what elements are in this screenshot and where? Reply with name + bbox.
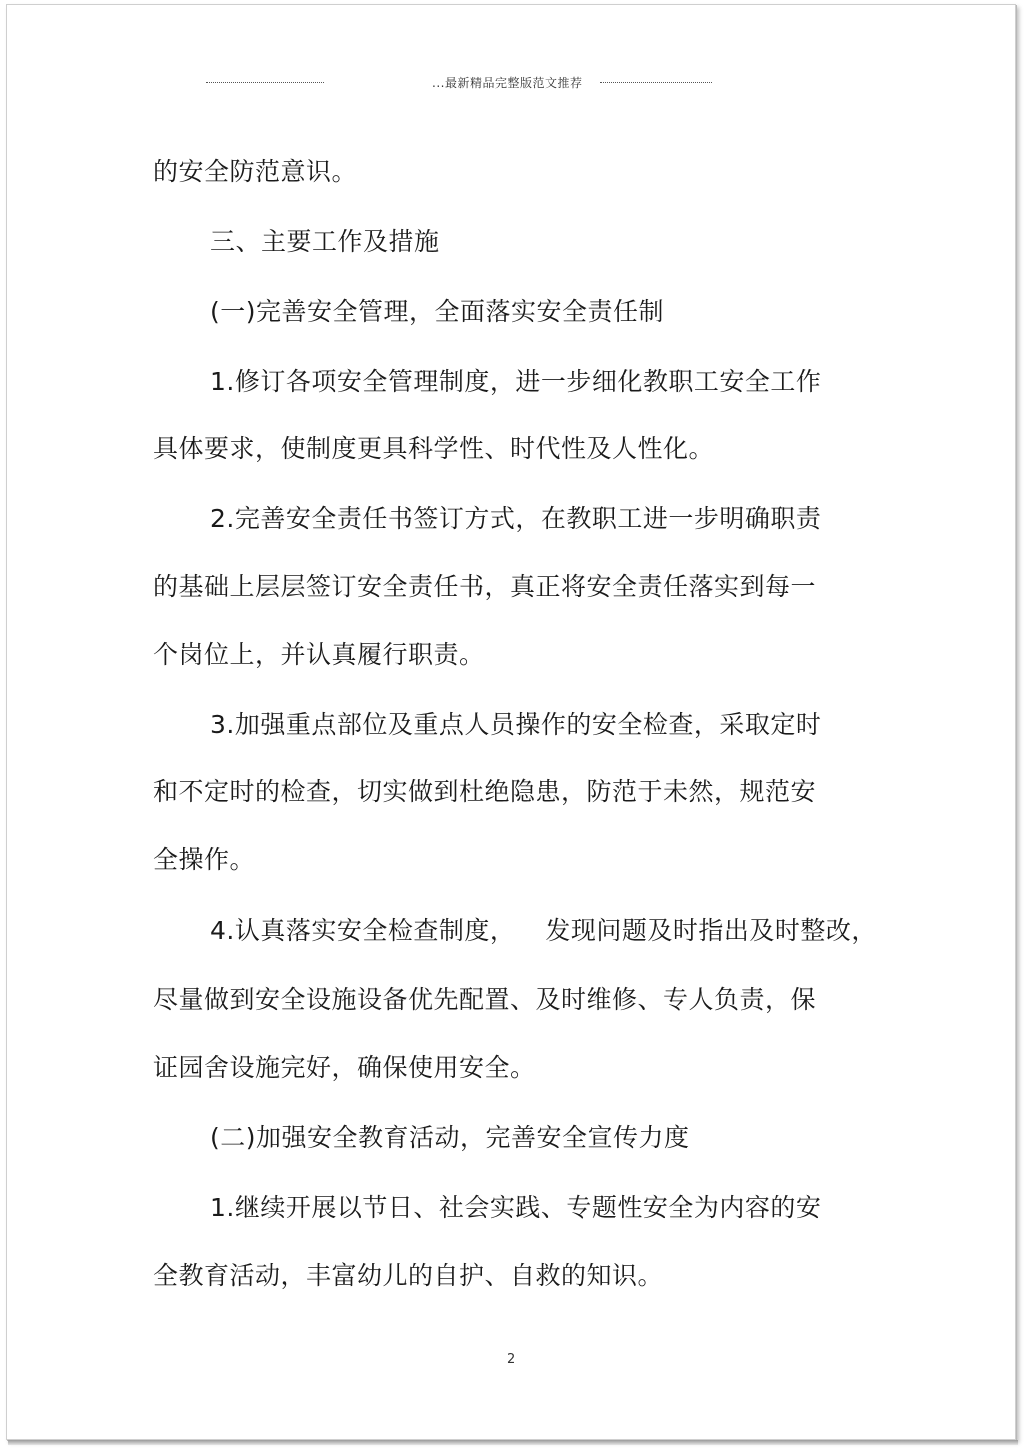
subsection-heading: (一)完善安全管理，全面落实安全责任制 bbox=[210, 297, 665, 326]
page-shadow bbox=[8, 1440, 1018, 1445]
body-line: 的安全防范意识。 bbox=[153, 157, 358, 186]
body-line: 全教育活动，丰富幼儿的自护、自救的知识。 bbox=[153, 1261, 664, 1290]
body-line: 1.修订各项安全管理制度，进一步细化教职工安全工作 bbox=[210, 367, 822, 396]
body-line: 证园舍设施完好，确保使用安全。 bbox=[153, 1053, 536, 1082]
body-line: 个岗位上，并认真履行职责。 bbox=[153, 640, 485, 669]
header-dotted-rule-right bbox=[600, 82, 712, 83]
section-heading: 三、主要工作及措施 bbox=[210, 227, 440, 256]
body-line: 1.继续开展以节日、社会实践、专题性安全为内容的安 bbox=[210, 1193, 822, 1222]
body-line: 和不定时的检查，切实做到杜绝隐患，防范于未然，规范安 bbox=[153, 777, 817, 806]
subsection-heading: (二)加强安全教育活动，完善安全宣传力度 bbox=[210, 1123, 690, 1152]
body-line: 全操作。 bbox=[153, 845, 256, 874]
page-header bbox=[206, 72, 712, 92]
body-line: 2.完善安全责任书签订方式，在教职工进一步明确职责 bbox=[210, 504, 822, 533]
header-dotted-rule-left bbox=[206, 82, 324, 83]
body-line-part: 4.认真落实安全检查制度， bbox=[210, 916, 516, 945]
body-line: 的基础上层层签订安全责任书，真正将安全责任落实到每一 bbox=[153, 572, 817, 601]
body-line: 具体要求，使制度更具科学性、时代性及人性化。 bbox=[153, 434, 715, 463]
body-line-part: 发现问题及时指出及时整改， bbox=[545, 916, 877, 945]
page-number: 2 bbox=[507, 1352, 516, 1367]
header-text: ...最新精品完整版范文推荐 bbox=[432, 76, 583, 90]
body-line bbox=[210, 916, 877, 946]
body-line: 尽量做到安全设施设备优先配置、及时维修、专人负责，保 bbox=[153, 985, 817, 1014]
body-line: 3.加强重点部位及重点人员操作的安全检查，采取定时 bbox=[210, 710, 822, 739]
